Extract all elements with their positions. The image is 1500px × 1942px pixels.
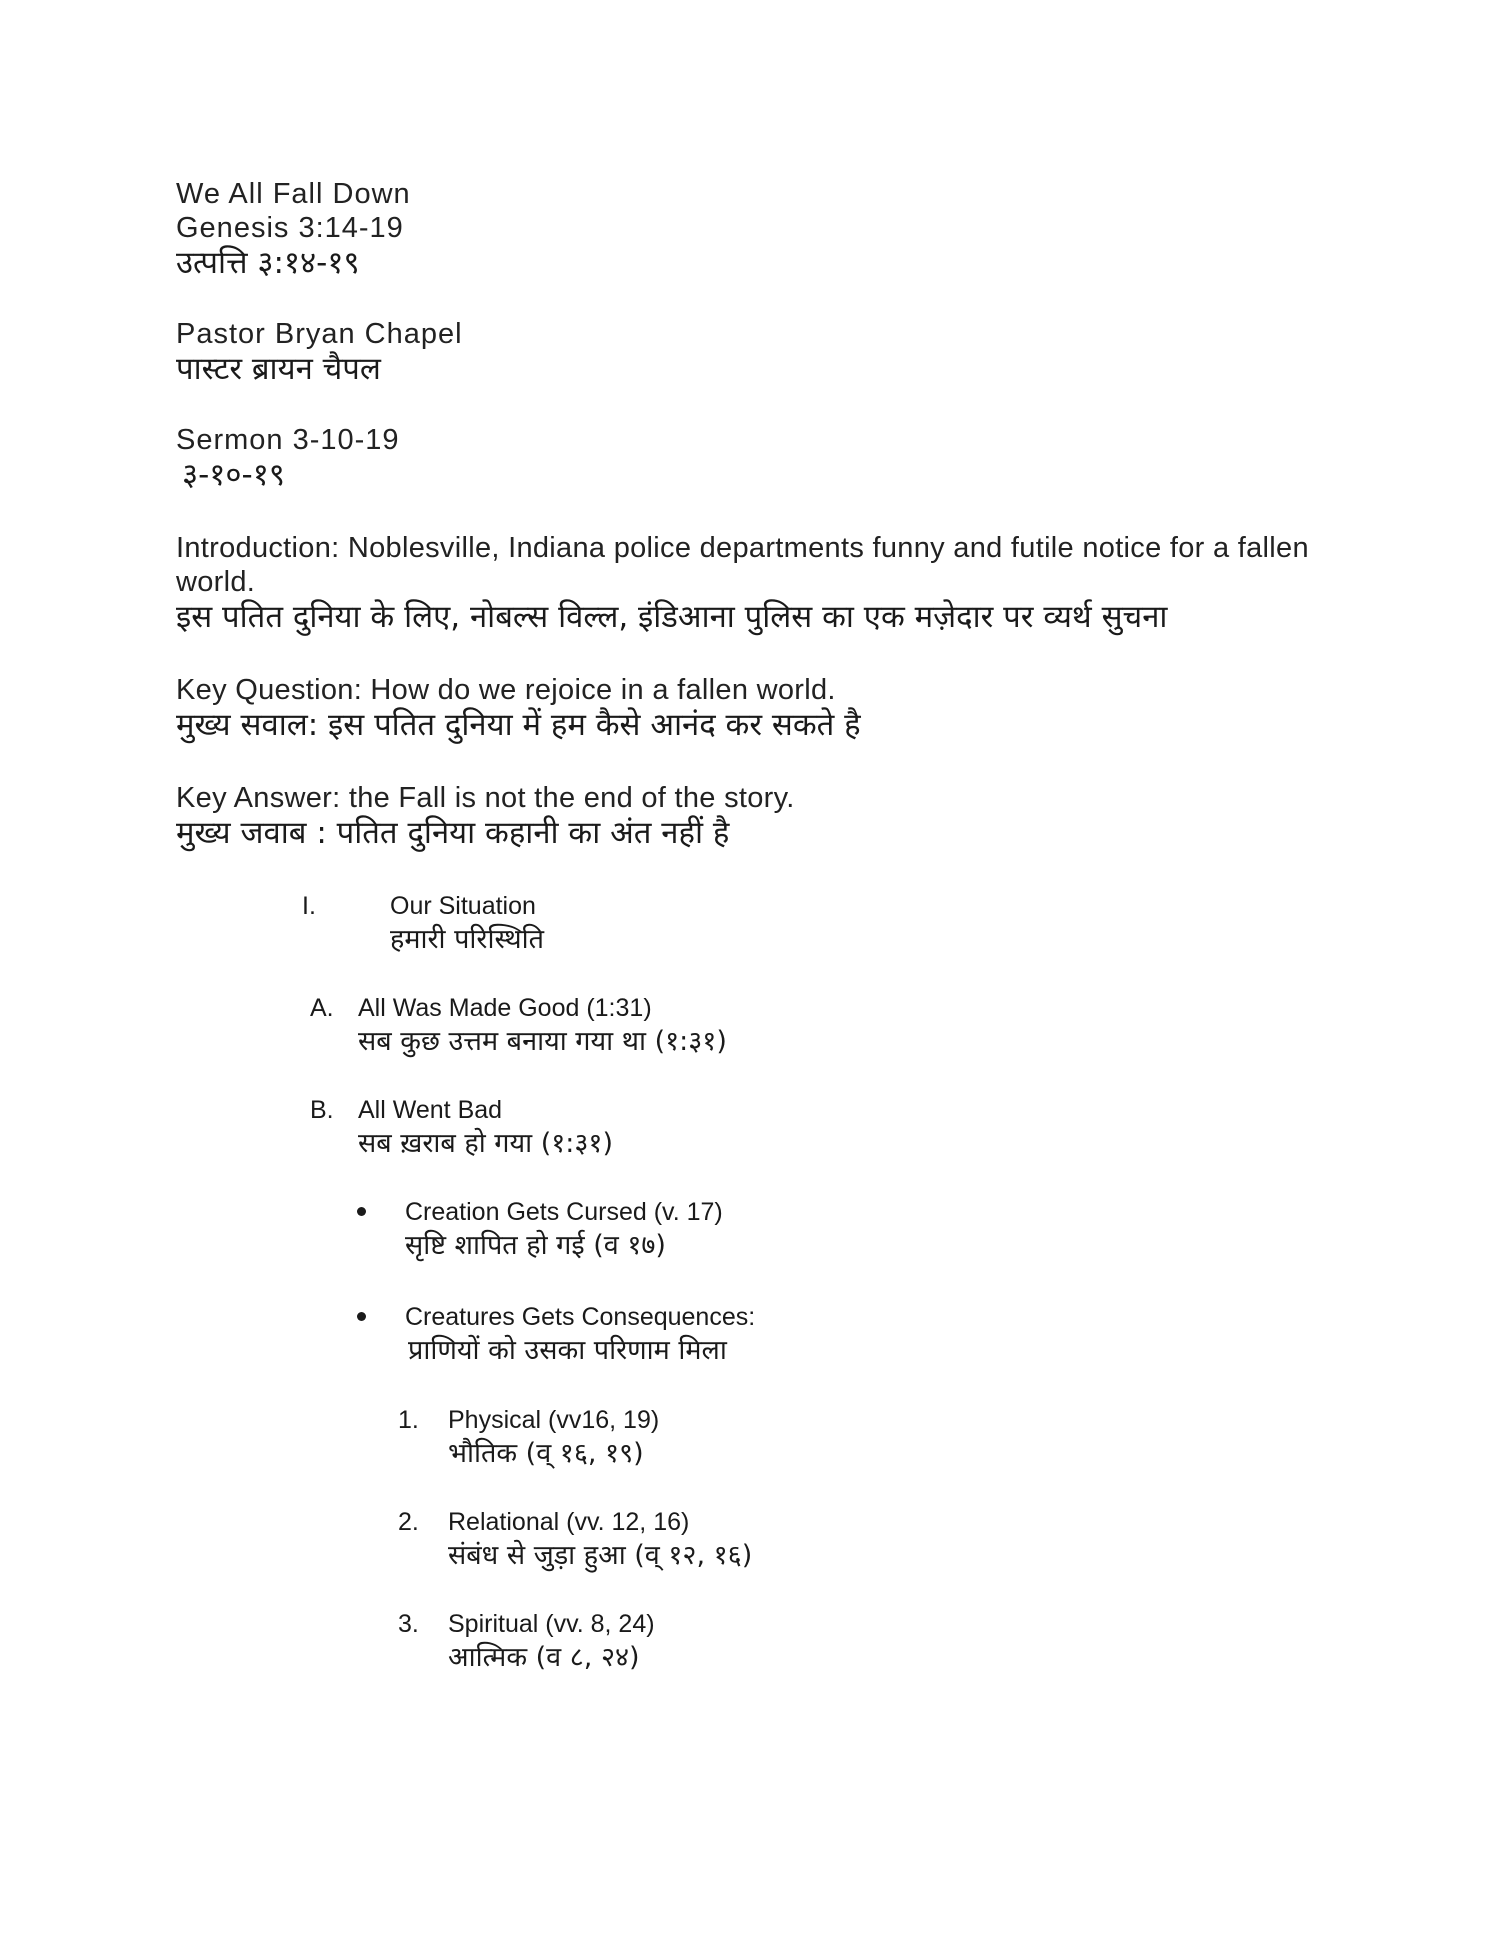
numbered-item-physical-hindi: भौतिक (व् १६, १९): [448, 1438, 644, 1469]
outline-heading-our-situation: Our Situation: [390, 892, 536, 920]
bullet-creatures-get-consequences: Creatures Gets Consequences:: [405, 1303, 756, 1331]
outline-item-all-went-bad-hindi: सब ख़राब हो गया (१:३१): [358, 1128, 614, 1159]
numbered-marker-2: 2.: [398, 1508, 419, 1536]
outline-marker-i: I.: [302, 892, 316, 920]
scripture-reference-hindi: उत्पत्ति ३:१४-१९: [176, 245, 360, 281]
key-answer-hindi: मुख्य जवाब : पतित दुनिया कहानी का अंत नहीं है: [176, 815, 730, 851]
outline-item-all-was-made-good-hindi: सब कुछ उत्तम बनाया गया था (१:३१): [358, 1026, 727, 1057]
outline-heading-our-situation-hindi: हमारी परिस्थिति: [390, 924, 545, 955]
scripture-reference: Genesis 3:14-19: [176, 212, 404, 244]
numbered-item-spiritual: Spiritual (vv. 8, 24): [448, 1610, 655, 1638]
key-question: Key Question: How do we rejoice in a fallen world.: [176, 674, 836, 706]
numbered-item-relational: Relational (vv. 12, 16): [448, 1508, 690, 1536]
numbered-marker-1: 1.: [398, 1406, 419, 1434]
introduction-text-continued: world.: [176, 566, 256, 598]
bullet-dot: [357, 1312, 366, 1321]
sermon-title: We All Fall Down: [176, 178, 411, 210]
sermon-date: Sermon 3-10-19: [176, 424, 400, 456]
bullet-creation-gets-cursed-hindi: सृष्टि शापित हो गई (व १७): [405, 1230, 666, 1261]
key-question-hindi: मुख्य सवाल: इस पतित दुनिया में हम कैसे आनंद कर सकते है: [176, 707, 861, 743]
numbered-item-relational-hindi: संबंध से जुड़ा हुआ (व् १२, १६): [448, 1540, 753, 1571]
numbered-marker-3: 3.: [398, 1610, 419, 1638]
introduction-text: Introduction: Noblesville, Indiana police departments funny and futile notice for a fallen: [176, 532, 1309, 564]
outline-marker-a: A.: [310, 994, 334, 1022]
bullet-dot: [357, 1207, 366, 1216]
sermon-date-hindi: ३-१०-१९: [182, 457, 285, 493]
key-answer: Key Answer: the Fall is not the end of the story.: [176, 782, 795, 814]
pastor-name: Pastor Bryan Chapel: [176, 318, 463, 350]
numbered-item-physical: Physical (vv16, 19): [448, 1406, 660, 1434]
introduction-hindi: इस पतित दुनिया के लिए, नोबल्स विल्ल, इंडिआना पुलिस का एक मज़ेदार पर व्यर्थ सुचना: [176, 599, 1168, 635]
numbered-item-spiritual-hindi: आत्मिक (व ८, २४): [448, 1642, 640, 1673]
outline-item-all-was-made-good: All Was Made Good (1:31): [358, 994, 652, 1022]
bullet-creatures-get-consequences-hindi: प्राणियों को उसका परिणाम मिला: [408, 1335, 727, 1366]
pastor-name-hindi: पास्टर ब्रायन चैपल: [176, 351, 381, 387]
outline-marker-b: B.: [310, 1096, 334, 1124]
outline-item-all-went-bad: All Went Bad: [358, 1096, 503, 1124]
bullet-creation-gets-cursed: Creation Gets Cursed (v. 17): [405, 1198, 723, 1226]
